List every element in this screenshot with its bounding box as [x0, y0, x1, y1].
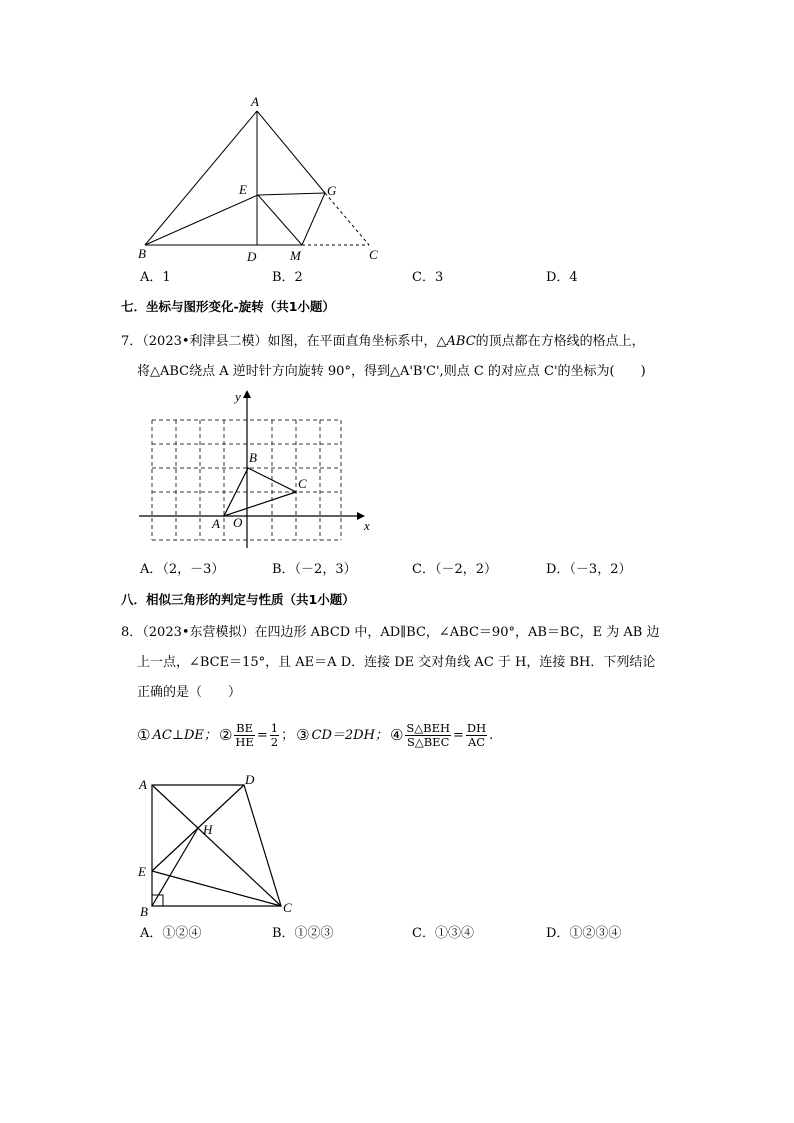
label-e: E — [239, 182, 247, 197]
segment-em — [258, 195, 302, 245]
q7-option-b: B．（－2，3） — [272, 562, 357, 577]
segment-ag — [257, 111, 325, 193]
q7-line1-suffix: 的顶点都在方格线的格点上， — [475, 334, 645, 349]
conclusion-4-length-ratio — [466, 722, 487, 749]
c4-ratio-denominator: AC — [467, 735, 486, 750]
conclusion-1-mark: ① — [137, 726, 151, 745]
label-d: D — [245, 772, 255, 787]
segment-be — [145, 195, 258, 245]
c2-frac-denominator: HE — [235, 735, 254, 750]
c4-equals: = — [453, 728, 464, 744]
q8-option-a: A．①②④ — [140, 926, 202, 941]
label-e: E — [138, 864, 146, 879]
axis-y-label: y — [235, 389, 241, 404]
c4-period: . — [489, 728, 494, 744]
q7-line1-prefix: 7．（2023•利津县二模）如图，在平面直角坐标系中， — [121, 334, 437, 349]
label-d: D — [247, 249, 257, 264]
label-a: A — [212, 516, 220, 531]
conclusion-3-mark: ③ — [296, 726, 310, 745]
c2-val-denominator: 2 — [270, 735, 279, 750]
label-c: C — [369, 247, 378, 262]
c4-area-denominator: S△BEC — [407, 735, 450, 750]
label-b: B — [249, 450, 257, 465]
q7-option-d: D．（－3，2） — [546, 562, 632, 577]
q8-option-b: B．①②③ — [272, 926, 334, 941]
conclusion-3-text: CD＝2DH； — [311, 728, 388, 744]
q7-line2: 将△ABC绕点 A 逆时针方向旋转 90°，得到△A'B'C',则点 C 的对应点 C'的坐标为( ) — [137, 364, 646, 379]
conclusion-2-mark: ② — [218, 726, 233, 745]
conclusion-4-area-ratio — [405, 722, 451, 749]
label-a: A — [251, 94, 259, 109]
q8-line3: 正确的是（ ） — [137, 685, 242, 700]
q8-line1: 8．（2023•东营模拟）在四边形 ABCD 中，AD∥BC，∠ABC＝90°，AB＝BC，E 为 AB 边 — [121, 625, 660, 640]
c2-equals: = — [256, 728, 268, 744]
q7-option-a: A．（2，－3） — [140, 562, 225, 577]
q8-conclusions — [137, 722, 493, 749]
c4-ratio-numerator: DH — [466, 721, 487, 735]
label-b: B — [138, 246, 146, 261]
label-a: A — [139, 777, 147, 792]
label-b: B — [140, 904, 148, 918]
figure-triangle-abc — [130, 90, 390, 265]
q7-line1 — [121, 335, 645, 348]
q8-option-c: C．①③④ — [412, 926, 474, 941]
q8-line2: 上一点，∠BCE＝15°，且 AE＝A D．连接 DE 交对角线 AC 于 H，连接 BH．下列结论 — [137, 655, 656, 670]
segment-gc-dashed — [325, 193, 369, 245]
figure-coordinate-grid — [130, 385, 380, 555]
q6-option-a: A．1 — [140, 270, 171, 285]
c2-val-numerator: 1 — [270, 721, 279, 735]
conclusion-4-mark: ④ — [389, 726, 404, 745]
section8-heading: 八．相似三角形的判定与性质（共1小题） — [121, 592, 355, 607]
axis-x-label: x — [364, 518, 370, 533]
label-c: C — [298, 476, 307, 491]
segment-mg — [302, 193, 325, 245]
conclusion-2-fraction — [234, 722, 254, 749]
c2-frac-numerator: BE — [236, 721, 254, 735]
label-m: M — [290, 248, 301, 263]
figure-quadrilateral-abcd — [130, 768, 300, 918]
q6-option-b: B．2 — [272, 270, 303, 285]
label-g: G — [327, 183, 337, 198]
q6-option-c: C．3 — [412, 270, 444, 285]
label-h: H — [203, 822, 213, 837]
q6-option-d: D．4 — [546, 270, 578, 285]
q8-option-d: D．①②③④ — [546, 926, 622, 941]
label-c: C — [283, 900, 292, 915]
segment-ab — [145, 111, 257, 245]
diagonal-ac — [152, 785, 281, 906]
label-o: O — [233, 515, 243, 530]
segment-eg — [258, 193, 325, 195]
y-axis-arrow — [243, 390, 251, 398]
segment-bh — [152, 828, 198, 906]
conclusion-1-text: AC⊥DE； — [152, 728, 217, 744]
q7-line1-triangle: △ABC — [436, 334, 476, 349]
q7-option-c: C．（－2，2） — [412, 562, 497, 577]
c4-area-numerator: S△BEH — [406, 721, 450, 735]
section7-heading: 七．坐标与图形变化-旋转（共1小题） — [121, 299, 335, 314]
c2-separator: ； — [281, 728, 295, 744]
conclusion-2-value — [270, 722, 279, 749]
